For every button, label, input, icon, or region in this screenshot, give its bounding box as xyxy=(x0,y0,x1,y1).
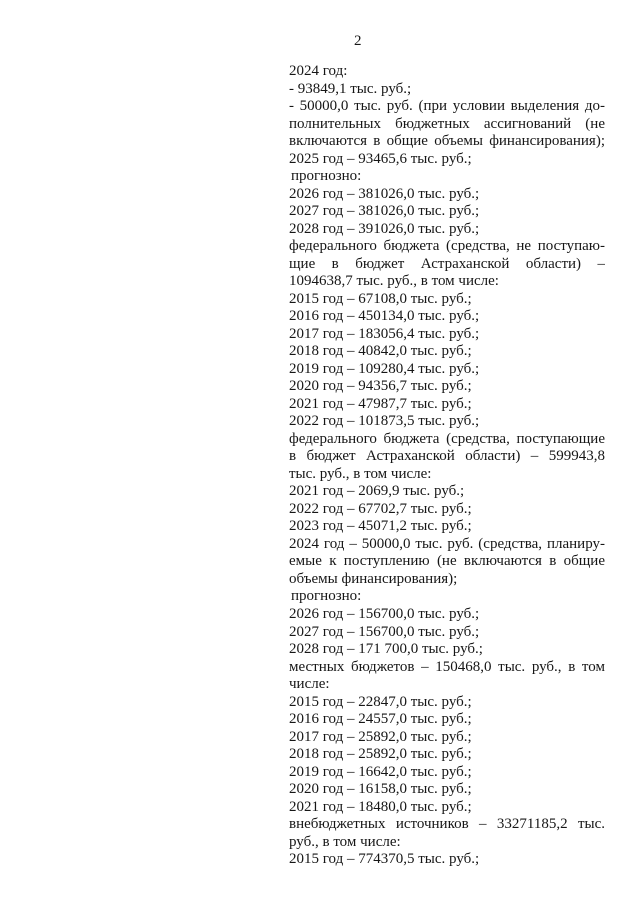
text-line: 2015 год – 774370,5 тыс. руб.; xyxy=(289,851,480,868)
text-line: прогнозно: xyxy=(291,168,362,185)
text-line: тыс. руб., в том числе: xyxy=(289,465,432,482)
text-line: числе: xyxy=(289,676,330,693)
text-line: 2020 год – 94356,7 тыс. руб.; xyxy=(289,378,472,395)
text-line: 2021 год – 18480,0 тыс. руб.; xyxy=(289,798,472,815)
text-line: 2019 год – 16642,0 тыс. руб.; xyxy=(289,763,472,780)
text-line: 2020 год – 16158,0 тыс. руб.; xyxy=(289,781,472,798)
text-line: 2015 год – 67108,0 тыс. руб.; xyxy=(289,290,472,307)
text-line: внебюджетных источников – 33271185,2 тыс. xyxy=(289,816,605,833)
text-line: 1094638,7 тыс. руб., в том числе: xyxy=(289,273,499,290)
text-line: 2016 год – 450134,0 тыс. руб.; xyxy=(289,308,480,325)
text-line: 2015 год – 22847,0 тыс. руб.; xyxy=(289,693,472,710)
text-line: 2021 год – 2069,9 тыс. руб.; xyxy=(289,483,465,500)
text-line: прогнозно: xyxy=(291,588,362,605)
text-line: - 93849,1 тыс. руб.; xyxy=(289,80,412,97)
text-line: местных бюджетов – 150468,0 тыс. руб., в том xyxy=(289,658,605,675)
text-line: 2026 год – 381026,0 тыс. руб.; xyxy=(289,185,480,202)
page-number: 2 xyxy=(354,33,362,49)
text-line: полнительных бюджетных ассигнований (не xyxy=(289,115,605,132)
text-line: 2025 год – 93465,6 тыс. руб.; xyxy=(289,150,472,167)
text-line: 2024 год – 50000,0 тыс. руб. (средства, планиру- xyxy=(289,535,605,552)
text-line: 2019 год – 109280,4 тыс. руб.; xyxy=(289,360,480,377)
document-body xyxy=(289,63,605,869)
text-line: федерального бюджета (средства, поступающие xyxy=(289,430,605,447)
text-line: емые к поступлению (не включаются в общие xyxy=(289,553,605,570)
text-line: 2024 год: xyxy=(289,63,348,79)
text-line: в бюджет Астраханской области) – 599943,8 xyxy=(289,448,605,465)
text-line: 2026 год – 156700,0 тыс. руб.; xyxy=(289,605,480,622)
text-line: федерального бюджета (средства, не поступаю- xyxy=(289,238,605,255)
text-line: 2018 год – 25892,0 тыс. руб.; xyxy=(289,746,472,763)
text-line: щие в бюджет Астраханской области) – xyxy=(289,255,605,272)
text-line: 2021 год – 47987,7 тыс. руб.; xyxy=(289,395,472,412)
text-line: 2027 год – 381026,0 тыс. руб.; xyxy=(289,203,480,220)
text-line: 2023 год – 45071,2 тыс. руб.; xyxy=(289,518,472,535)
text-line: 2017 год – 25892,0 тыс. руб.; xyxy=(289,728,472,745)
text-line: 2017 год – 183056,4 тыс. руб.; xyxy=(289,325,480,342)
text-line: 2022 год – 101873,5 тыс. руб.; xyxy=(289,413,480,430)
text-line: руб., в том числе: xyxy=(289,833,401,850)
text-line: включаются в общие объемы финансирования); xyxy=(289,133,605,150)
text-line: объемы финансирования); xyxy=(289,570,458,587)
text-line: 2028 год – 171 700,0 тыс. руб.; xyxy=(289,641,483,658)
text-line: 2022 год – 67702,7 тыс. руб.; xyxy=(289,500,472,517)
text-line: 2027 год – 156700,0 тыс. руб.; xyxy=(289,623,480,640)
text-line: 2018 год – 40842,0 тыс. руб.; xyxy=(289,343,472,360)
text-line: 2016 год – 24557,0 тыс. руб.; xyxy=(289,711,472,728)
text-line: - 50000,0 тыс. руб. (при условии выделения до- xyxy=(289,98,605,115)
text-line: 2028 год – 391026,0 тыс. руб.; xyxy=(289,220,480,237)
